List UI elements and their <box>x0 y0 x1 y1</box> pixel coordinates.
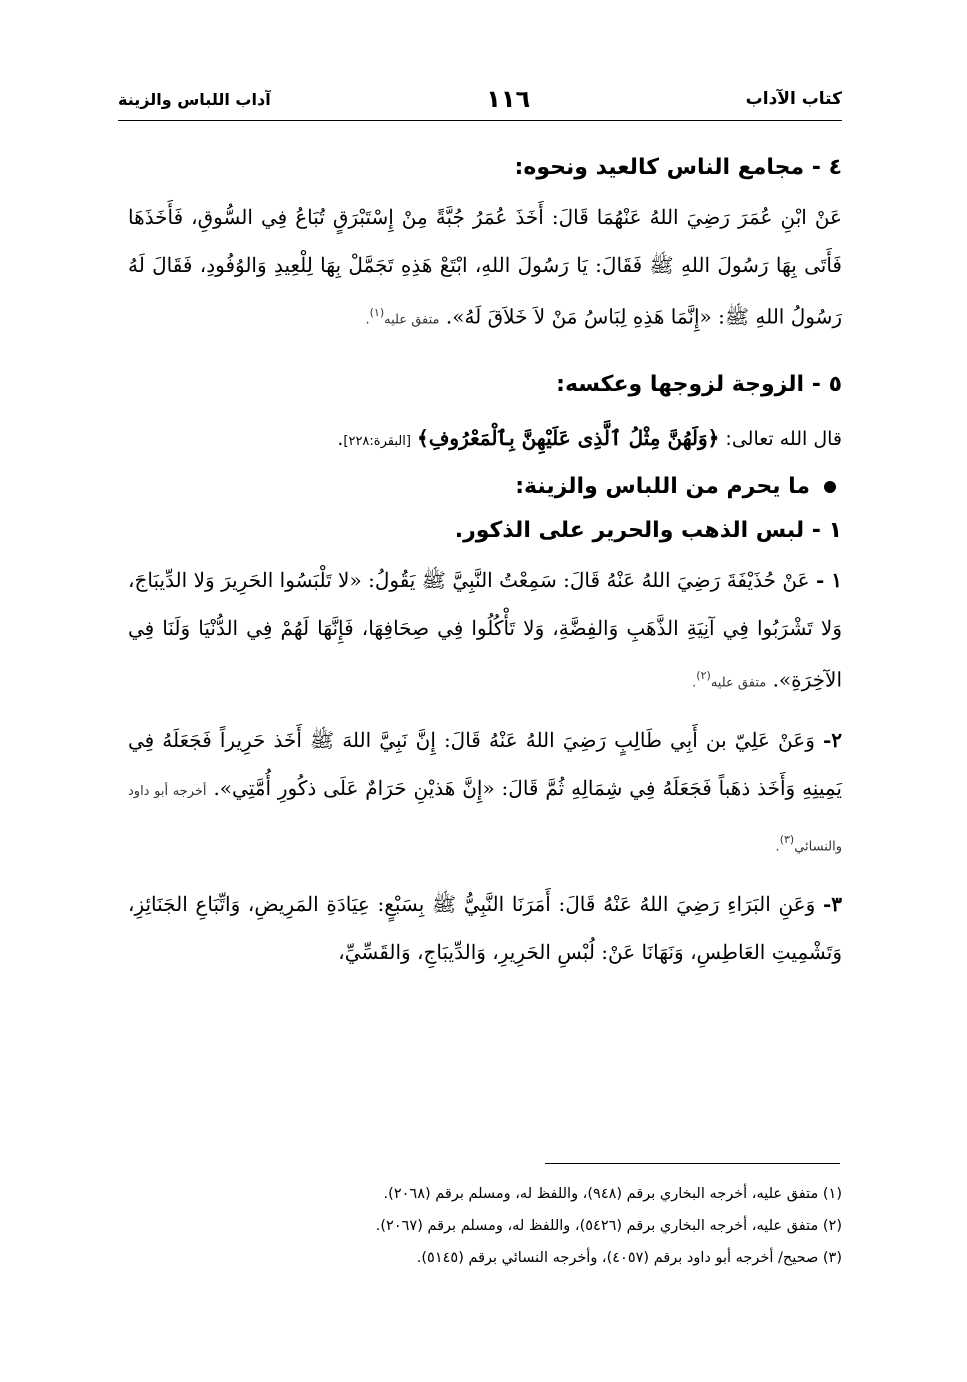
period: . <box>365 312 370 328</box>
footnote-divider <box>545 1163 840 1164</box>
main-heading <box>128 474 842 499</box>
hadith-text: وَعَنْ عَلِيّ بن أَبِي طَالِبٍ رَضِيَ اللهُ عَنْهُ قَالَ: إِنَّ نَبِيَّ اللهَ ﷺ أَخَذ حَرِيراً فَجَعَلَهُ فِي يَمِينِهِ وَأَخَذ ذهَباً فَجَعَلَهُ فِي شِمَالِهِ ثُمَّ قَالَ: «إِنَّ هَذيْنِ حَرَامٌ عَلَى ذكُورِ أُمَّتِي». <box>128 728 842 801</box>
section-heading-gatherings: ٤ - مجامع الناس كالعيد ونحوه: <box>514 155 842 180</box>
footnote-ref[interactable]: (٣) <box>779 833 795 847</box>
running-header <box>118 84 842 114</box>
hadith-grading: أخرجه أبو داود والنسائي <box>128 784 842 855</box>
hadith-ibn-umar <box>128 193 842 345</box>
hadith-grading: متفق عليه <box>384 312 440 328</box>
quran-verse: ﴿وَلَهُنَّ مِثْلُ ٱلَّذِى عَلَيْهِنَّ بِٱلْمَعْرُوفِ﴾ <box>416 426 720 451</box>
hadith-grading: متفق عليه <box>710 676 767 692</box>
footnote: (٣) صحيح/ أخرجه أبو داود برقم (٤٠٥٧)، وأخرجه النسائي برقم (٥١٤٥). <box>416 1250 842 1266</box>
verse-reference: [البقرة:٢٢٨] <box>343 434 411 450</box>
hadith-text: وَعَنِ البَرَاءِ رَضِيَ اللهُ عَنْهُ قَالَ: أَمَرَنَا النَّبِيُّ ﷺ بِسَبْعٍ: عِيَادَةِ المَرِيضِ، وَاتِّبَاعِ الجَنَائِزِ، وَتَشْمِيتِ العَاطِسِ، وَنَهَانَا عَنْ: لُبْسِ الحَرِيرِ، وَالدِّيبَاجِ، وَالقَسِّيِّ، <box>128 891 842 964</box>
chapter-title: آداب اللباس والزينة <box>118 89 271 109</box>
main-heading-text: ما يحرم من اللباس والزينة: <box>515 474 810 500</box>
footnote: (٢) متفق عليه، أخرجه البخاري برقم (٥٤٢٦)، واللفظ له، ومسلم برقم (٢٠٦٧). <box>375 1218 842 1234</box>
book-title: كتاب الآداب <box>745 89 842 109</box>
section-heading-spouses: ٥ - الزوجة لزوجها وعكسه: <box>556 371 842 397</box>
footnote-ref[interactable]: (١) <box>369 306 385 320</box>
hadith-item: ١ - عَنْ حُذَيْفَةَ رَضِيَ اللهُ عَنْهُ قَالَ: سَمِعْتُ النَّبِيَّ ﷺ يَقُولُ: «لا تَلْبَسُوا الحَرِيرَ وَلا الدِّيبَاجَ، وَلا تَشْرَبُوا فِي آنِيَةِ الذَّهَبِ وَالفِضَّةِ، وَلا تَأْكُلُوا فِي صِحَافِهَا، فَإِنَّهَا لَهُمْ فِي الدُّنْيَا وَلَنَا فِي الآخِرَةِ». متفق عليه$^{(٢)}$. <box>128 568 842 693</box>
footnotes <box>128 1178 842 1274</box>
hadith-item <box>128 880 842 976</box>
verse-intro: قال الله تعالى: <box>719 428 842 451</box>
subsection-heading-gold-silk: ١ - لبس الذهب والحرير على الذكور. <box>454 518 842 544</box>
item-number: ١ - <box>815 568 842 593</box>
page-number: ١١٦ <box>486 85 531 113</box>
hadith-text: عَنْ ابْنِ عُمَرَ رَضِيَ اللهُ عَنْهُمَا قَالَ: أَخَذَ عُمَرُ جُبَّةً مِنْ إِسْتَبْرَقٍ تُبَاعُ فِي السُّوقِ، فَأَخَذَهَا فَأَتَى بِهَا رَسُولَ اللهِ ﷺ فَقَالَ: يَا رَسُولَ اللهِ، ابْتَعْ هَذِهِ تَجَمَّلْ بِهَا لِلْعِيدِ وَالوُفُودِ، فَقَالَ لَهُ رَسُولُ اللهِ ﷺ: «إِنَّمَا هَذِهِ لِبَاسُ مَنْ لاَ خَلاَقَ لَهُ». <box>128 205 842 329</box>
quran-verse-line <box>128 420 842 456</box>
period: . <box>337 428 344 451</box>
hadith-item: ٢- وَعَنْ عَلِيّ بن أَبِي طَالِبٍ رَضِيَ اللهُ عَنْهُ قَالَ: إِنَّ نَبِيَّ اللهَ ﷺ أَخَذ حَرِيراً فَجَعَلَهُ فِي يَمِينِهِ وَأَخَذ ذهَباً فَجَعَلَهُ فِي شِمَالِهِ ثُمَّ قَالَ: «إِنَّ هَذيْنِ حَرَامٌ عَلَى ذكُورِ أُمَّتِي». أخرجه أبو داود والنسائي$^{(٣)}$. <box>128 728 842 855</box>
item-number: ٣- <box>822 891 842 916</box>
hadith-text: عَنْ حُذَيْفَةَ رَضِيَ اللهُ عَنْهُ قَالَ: سَمِعْتُ النَّبِيَّ ﷺ يَقُولُ: «لا تَلْبَسُوا الحَرِيرَ وَلا الدِّيبَاجَ، وَلا تَشْرَبُوا فِي آنِيَةِ الذَّهَبِ وَالفِضَّةِ، وَلا تَأْكُلُوا فِي صِحَافِهَا، فَإِنَّهَا لَهُمْ فِي الدُّنْيَا وَلَنَا فِي الآخِرَةِ». <box>128 568 842 693</box>
page-body <box>128 140 842 976</box>
header-divider <box>118 120 842 121</box>
footnote-ref[interactable]: (٢) <box>696 669 711 683</box>
footnote: (١) متفق عليه، أخرجه البخاري برقم (٩٤٨)، واللفظ له، ومسلم برقم (٢٠٦٨). <box>383 1186 842 1202</box>
bullet-icon <box>824 481 836 493</box>
item-number: ٢- <box>822 728 842 753</box>
